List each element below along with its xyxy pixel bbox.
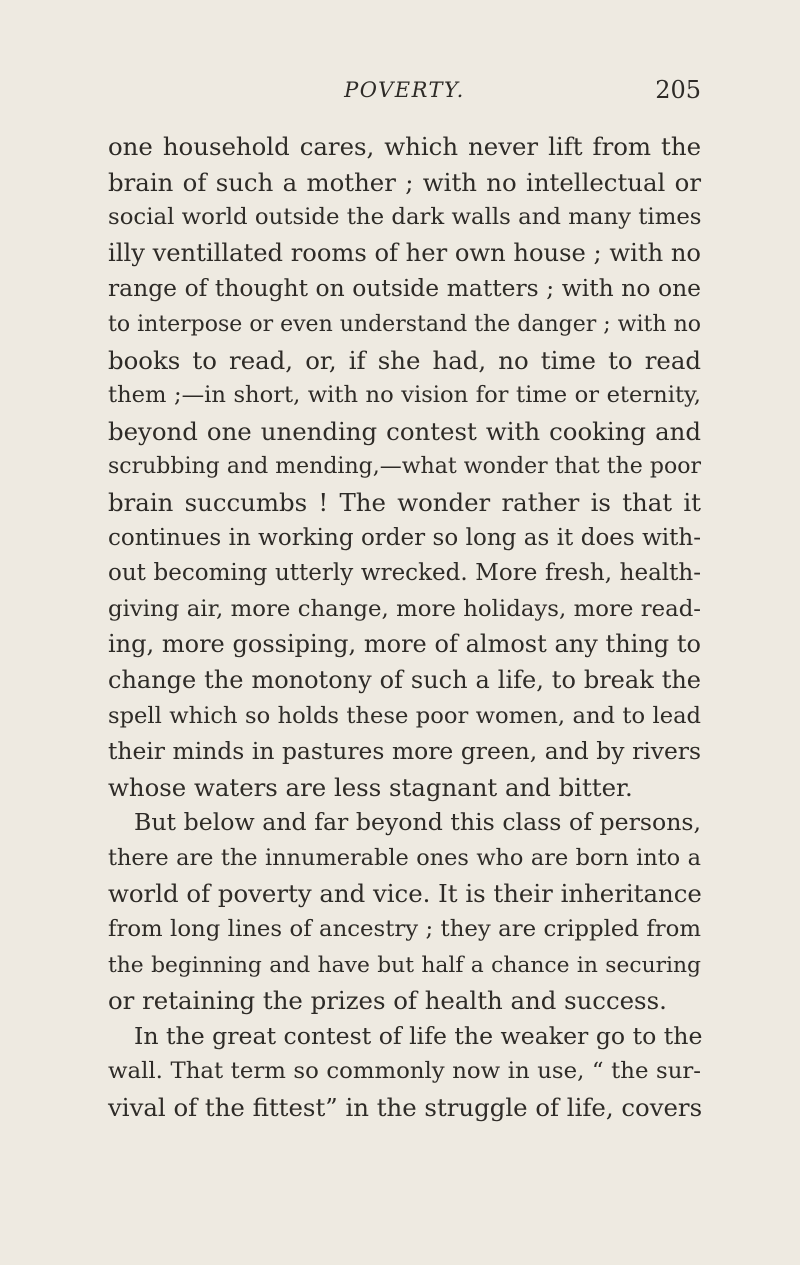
running-title: POVERTY. xyxy=(344,78,465,102)
paragraph-end-line: whose waters are less stagnant and bitter. xyxy=(108,772,633,802)
text-line: there are the innumerable ones who are born into a xyxy=(108,844,701,871)
paragraph-end-line: or retaining the prizes of health and success. xyxy=(108,986,667,1016)
text-line: spell which so holds these poor women, and to lead xyxy=(108,702,701,729)
text-line: giving air, more change, more holidays, more read- xyxy=(108,595,701,622)
text-line: brain succumbs ! The wonder rather is that it xyxy=(108,487,701,517)
body-text xyxy=(108,129,701,1126)
text-line: beyond one unending contest with cooking and xyxy=(108,416,701,446)
text-line: continues in working order so long as it does with- xyxy=(108,524,701,551)
text-line: vival of the fittest” in the struggle of life, covers xyxy=(108,1093,703,1123)
text-line: the beginning and have but half a chance in securing xyxy=(108,952,701,978)
text-line: scrubbing and mending,—what wonder that the poor xyxy=(108,454,701,480)
text-line: range of thought on outside matters ; with no one xyxy=(108,274,701,303)
text-line: from long lines of ancestry ; they are crippled from xyxy=(108,916,701,943)
text-line: them ;—in short, with no vision for time or eternity, xyxy=(108,382,701,409)
text-line: brain of such a mother ; with no intellectual or xyxy=(108,167,701,197)
page-number: 205 xyxy=(655,76,701,104)
text-line: out becoming utterly wrecked. More fresh, health- xyxy=(108,560,701,587)
text-line: to interpose or even understand the danger ; with no xyxy=(108,311,701,337)
text-line: illy ventillated rooms of her own house ; with no xyxy=(108,238,701,267)
text-line: change the monotony of such a life, to break the xyxy=(108,665,701,694)
text-line: social world outside the dark walls and many times xyxy=(108,204,702,231)
text-line: world of poverty and vice. It is their inheritance xyxy=(108,879,702,909)
text-line: one household cares, which never lift from the xyxy=(108,132,701,161)
text-line: books to read, or, if she had, no time to read xyxy=(108,345,701,375)
paragraph-start-line: In the great contest of life the weaker go to the xyxy=(134,1021,703,1050)
text-line: wall. That term so commonly now in use, “ the sur- xyxy=(108,1058,701,1085)
paragraph-start-line: But below and far beyond this class of persons, xyxy=(134,808,701,837)
text-line: ing, more gossiping, more of almost any thing to xyxy=(108,630,701,659)
text-line: their minds in pastures more green, and by rivers xyxy=(108,737,701,766)
running-head xyxy=(108,78,701,112)
